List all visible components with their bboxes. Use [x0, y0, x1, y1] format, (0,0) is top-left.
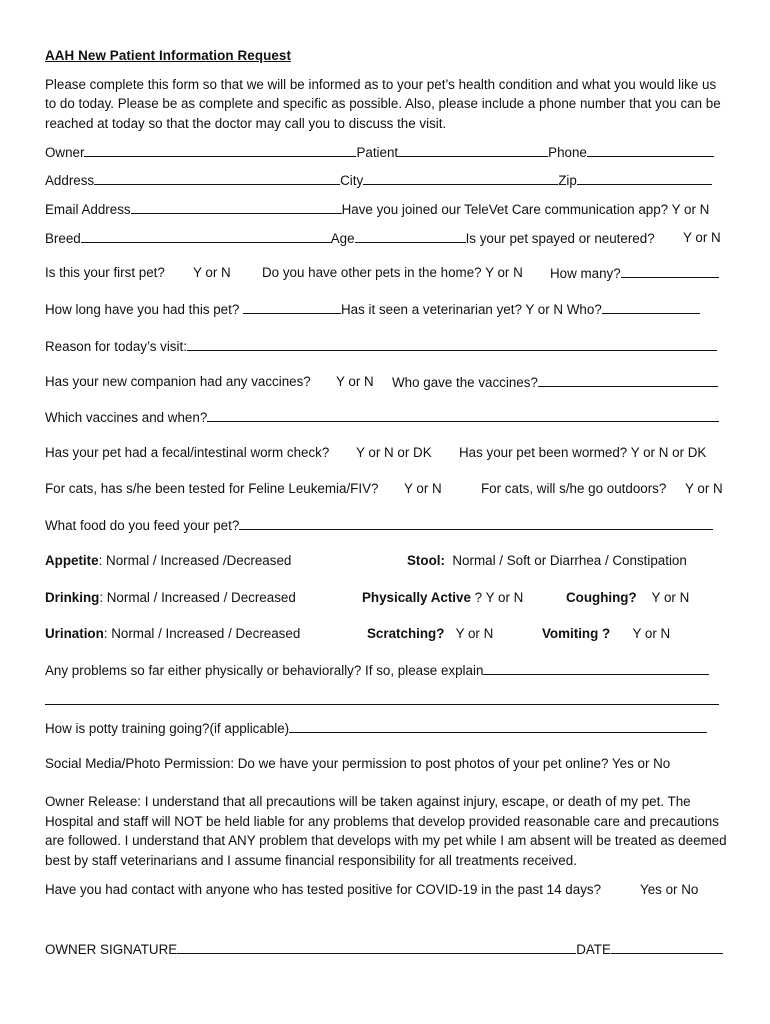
row-food — [45, 516, 713, 534]
how-many-label: How many? — [550, 266, 621, 281]
spayed-yn[interactable]: Y or N — [683, 230, 721, 245]
how-many-row — [550, 264, 719, 283]
signature-label: OWNER SIGNATURE — [45, 942, 178, 957]
how-long-label: How long have you had this pet? — [45, 302, 244, 317]
patient-input[interactable] — [398, 143, 548, 157]
active-label: Physically Active — [362, 590, 471, 605]
which-vaccines-label: Which vaccines and when? — [45, 410, 208, 425]
food-label: What food do you feed your pet? — [45, 518, 240, 533]
reason-label: Reason for today’s visit: — [45, 339, 187, 354]
row-problems — [45, 661, 709, 679]
felv-yn[interactable]: Y or N — [404, 481, 442, 496]
appetite-row — [45, 552, 291, 570]
seen-vet-question: Has it seen a veterinarian yet? Y or N Who? — [341, 302, 602, 317]
fecal-yn[interactable]: Y or N or DK — [356, 445, 432, 460]
row-address — [45, 171, 712, 189]
covid-question: Have you had contact with anyone who has tested positive for COVID-19 in the past 14 days? — [45, 882, 602, 897]
row-which-vaccines — [45, 408, 719, 426]
problems-label: Any problems so far either physically or behaviorally? If so, please explain — [45, 663, 484, 678]
owner-release: Owner Release: I understand that all precautions will be taken against injury, escape, or death of my pet. The Hospital and staff will NOT be held liable for any problems that develop provided reasonable care and precautions are followed. I understand that ANY problem that develops with my pet while I am absent will be treated as deemed best by staff veterinarians and I assume financial responsibility for all treatments received. — [45, 794, 727, 868]
zip-label: Zip — [558, 173, 577, 188]
patient-form — [45, 0, 727, 1024]
drinking-row — [45, 589, 296, 607]
address-label: Address — [45, 173, 95, 188]
appetite-options[interactable]: : Normal / Increased /Decreased — [98, 553, 292, 568]
how-many-input[interactable] — [621, 264, 719, 278]
date-label: DATE — [576, 942, 611, 957]
age-label: Age — [330, 231, 355, 246]
appetite-label: Appetite — [45, 553, 99, 568]
outdoors-question: For cats, will s/he go outdoors? — [481, 481, 667, 496]
vaccines-yn[interactable]: Y or N — [336, 374, 374, 389]
coughing-row — [566, 589, 689, 607]
form-title: AAH New Patient Information Request — [45, 48, 292, 63]
scratching-options[interactable]: Y or N — [455, 626, 494, 641]
potty-label: How is potty training going?(if applicable) — [45, 721, 290, 736]
televet-question: Have you joined our TeleVet Care communication app? Y or N — [341, 202, 710, 217]
date-input[interactable] — [611, 940, 723, 954]
who-vet-input[interactable] — [602, 300, 700, 314]
row-reason — [45, 337, 717, 355]
drinking-options[interactable]: : Normal / Increased / Decreased — [99, 590, 296, 605]
urination-options[interactable]: : Normal / Increased / Decreased — [103, 626, 301, 641]
first-pet-yn[interactable]: Y or N — [193, 265, 231, 280]
city-label: City — [340, 173, 364, 188]
reason-input[interactable] — [187, 337, 717, 351]
age-input[interactable] — [355, 229, 466, 243]
stool-label: Stool: — [407, 553, 445, 568]
outdoors-yn[interactable]: Y or N — [685, 481, 723, 496]
row-owner — [45, 143, 714, 161]
vomiting-options[interactable]: Y or N — [632, 626, 671, 641]
address-input[interactable] — [94, 171, 340, 185]
vaccines-question: Has your new companion had any vaccines? — [45, 374, 311, 389]
problems-extra-line[interactable] — [45, 704, 719, 705]
which-vaccines-input[interactable] — [207, 408, 719, 422]
scratching-row — [367, 625, 493, 643]
social-permission: Social Media/Photo Permission: Do we have your permission to post photos of your pet online? Yes or No — [45, 756, 671, 771]
phone-input[interactable] — [587, 143, 714, 157]
patient-label: Patient — [356, 145, 399, 160]
covid-yn[interactable]: Yes or No — [640, 882, 699, 897]
owner-label: Owner — [45, 145, 85, 160]
potty-input[interactable] — [289, 719, 707, 733]
wormed-question: Has your pet been wormed? Y or N or DK — [459, 445, 707, 460]
stool-options[interactable]: Normal / Soft or Diarrhea / Constipation — [452, 553, 687, 568]
active-row — [362, 589, 523, 607]
scratching-label: Scratching? — [367, 626, 445, 641]
who-vaccines-label: Who gave the vaccines? — [392, 375, 538, 390]
breed-label: Breed — [45, 231, 81, 246]
food-input[interactable] — [239, 516, 713, 530]
row-potty — [45, 719, 707, 737]
email-input[interactable] — [131, 200, 342, 214]
who-vaccines-row — [392, 373, 718, 392]
phone-label: Phone — [548, 145, 587, 160]
zip-input[interactable] — [577, 171, 712, 185]
row-email — [45, 200, 709, 218]
vomiting-row — [542, 625, 670, 643]
other-pets-question: Do you have other pets in the home? Y or N — [262, 265, 523, 280]
coughing-options[interactable]: Y or N — [651, 590, 690, 605]
city-input[interactable] — [363, 171, 558, 185]
stool-row — [407, 552, 687, 570]
urination-label: Urination — [45, 626, 104, 641]
email-label: Email Address — [45, 202, 131, 217]
coughing-label: Coughing? — [566, 590, 637, 605]
signature-input[interactable] — [177, 940, 576, 954]
active-options[interactable]: ? Y or N — [470, 590, 524, 605]
vomiting-label: Vomiting ? — [542, 626, 611, 641]
urination-row — [45, 625, 300, 643]
problems-input[interactable] — [483, 661, 709, 675]
spayed-question: Is your pet spayed or neutered? — [465, 231, 655, 246]
first-pet-question: Is this your first pet? — [45, 265, 165, 280]
breed-input[interactable] — [81, 229, 331, 243]
felv-question: For cats, has s/he been tested for Feline Leukemia/FIV? — [45, 481, 379, 496]
row-how-long — [45, 300, 700, 318]
row-signature — [45, 940, 723, 958]
how-long-input[interactable] — [243, 300, 341, 314]
drinking-label: Drinking — [45, 590, 100, 605]
intro-paragraph: Please complete this form so that we will be informed as to your pet’s health condition and what you would like us to do today. Please be as complete and specific as possible. Also, please include a phone number that you can be reached at today so that the doctor may call you to discuss the visit. — [45, 77, 721, 131]
owner-input[interactable] — [84, 143, 356, 157]
row-breed — [45, 229, 655, 247]
who-vaccines-input[interactable] — [538, 373, 718, 387]
fecal-question: Has your pet had a fecal/intestinal worm check? — [45, 445, 330, 460]
